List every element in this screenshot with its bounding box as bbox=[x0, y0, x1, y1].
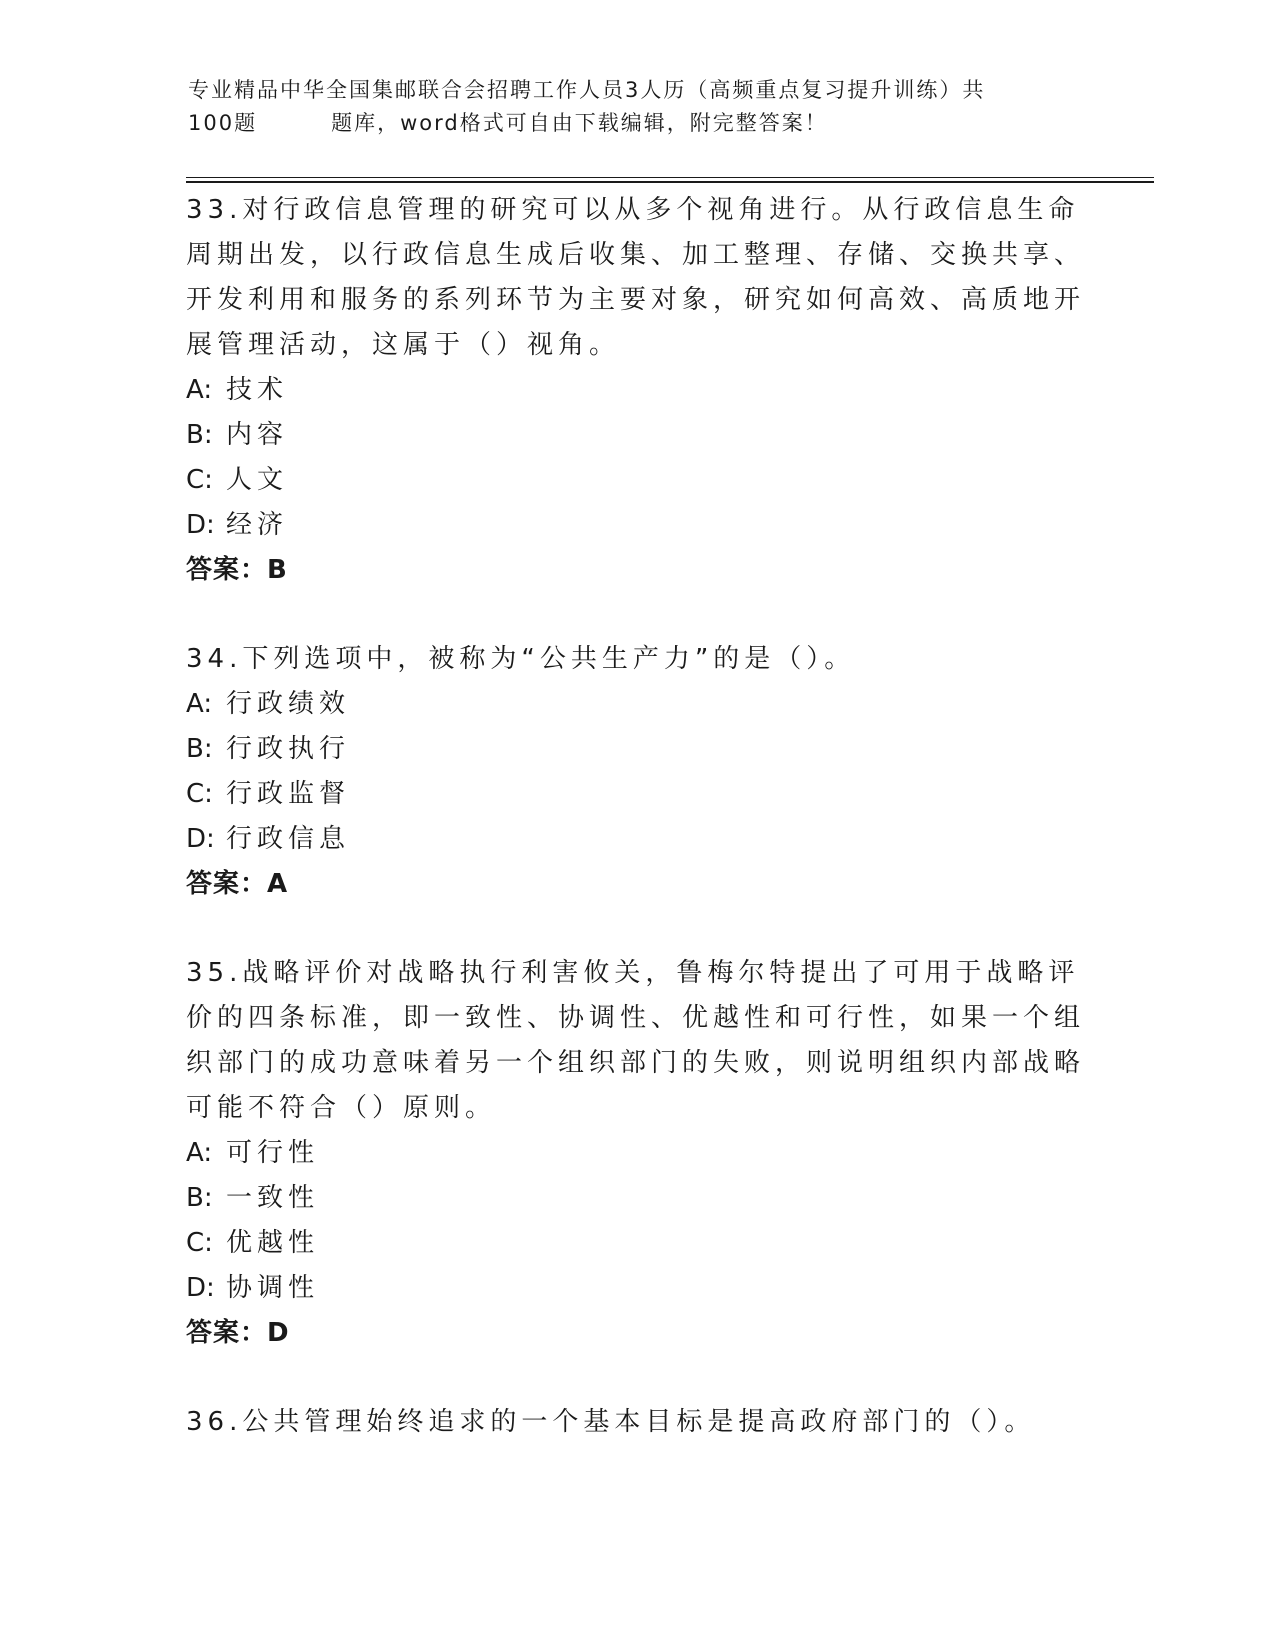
option-label: D: bbox=[186, 510, 215, 540]
option-c bbox=[186, 458, 1086, 503]
option-text: 行政信息 bbox=[226, 824, 351, 854]
answer: 答案：A bbox=[186, 869, 289, 899]
header-divider-thin bbox=[186, 177, 1154, 178]
question-36 bbox=[186, 1400, 1086, 1445]
question-35 bbox=[186, 951, 1086, 1356]
option-b bbox=[186, 413, 1086, 458]
option-label: D: bbox=[186, 1273, 215, 1303]
option-a bbox=[186, 682, 1086, 727]
option-text: 协调性 bbox=[226, 1273, 320, 1303]
option-text: 行政执行 bbox=[226, 734, 351, 764]
option-text: 一致性 bbox=[226, 1183, 320, 1213]
header-title-line-1: 专业精品中华全国集邮联合会招聘工作人员3人历（高频重点复习提升训练）共 bbox=[188, 78, 986, 102]
option-text: 技术 bbox=[226, 375, 289, 405]
option-label: C: bbox=[186, 1228, 213, 1258]
option-label: B: bbox=[186, 734, 213, 764]
question-stem: 34.下列选项中，被称为“公共生产力”的是（）。 bbox=[186, 644, 856, 674]
option-text: 优越性 bbox=[226, 1228, 320, 1258]
option-text: 行政绩效 bbox=[226, 689, 351, 719]
option-a bbox=[186, 1131, 1086, 1176]
option-b bbox=[186, 727, 1086, 772]
document-header bbox=[188, 74, 1068, 140]
answer: 答案：B bbox=[186, 555, 288, 585]
option-label: A: bbox=[186, 375, 213, 405]
header-count: 100题 bbox=[188, 111, 258, 135]
question-list bbox=[186, 188, 1086, 1489]
option-label: A: bbox=[186, 689, 213, 719]
option-label: A: bbox=[186, 1138, 213, 1168]
question-stem: 35.战略评价对战略执行利害攸关，鲁梅尔特提出了可用于战略评价的四条标准，即一致性、协调性、优越性和可行性，如果一个组织部门的成功意味着另一个组织部门的失败，则说明组织内部战略可能不符合（）原则。 bbox=[186, 958, 1086, 1123]
header-description: 题库，word格式可自由下载编辑，附完整答案！ bbox=[331, 111, 828, 135]
header-divider-thick bbox=[186, 181, 1154, 183]
option-text: 人文 bbox=[226, 465, 289, 495]
option-c bbox=[186, 772, 1086, 817]
header-title-line-2 bbox=[188, 107, 1068, 140]
option-label: D: bbox=[186, 824, 215, 854]
option-label: B: bbox=[186, 420, 213, 450]
option-text: 行政监督 bbox=[226, 779, 351, 809]
question-33 bbox=[186, 188, 1086, 593]
option-label: B: bbox=[186, 1183, 213, 1213]
option-c bbox=[186, 1221, 1086, 1266]
option-text: 内容 bbox=[226, 420, 289, 450]
option-d bbox=[186, 817, 1086, 862]
option-text: 经济 bbox=[226, 510, 289, 540]
question-stem: 36.公共管理始终追求的一个基本目标是提高政府部门的（）。 bbox=[186, 1407, 1036, 1437]
option-label: C: bbox=[186, 465, 213, 495]
question-34 bbox=[186, 637, 1086, 907]
option-d bbox=[186, 1266, 1086, 1311]
option-d bbox=[186, 503, 1086, 548]
question-stem: 33.对行政信息管理的研究可以从多个视角进行。从行政信息生命周期出发，以行政信息生成后收集、加工整理、存储、交换共享、开发利用和服务的系列环节为主要对象，研究如何高效、高质地开展管理活动，这属于（）视角。 bbox=[186, 195, 1086, 360]
answer: 答案：D bbox=[186, 1318, 290, 1348]
option-b bbox=[186, 1176, 1086, 1221]
option-text: 可行性 bbox=[226, 1138, 320, 1168]
option-a bbox=[186, 368, 1086, 413]
option-label: C: bbox=[186, 779, 213, 809]
